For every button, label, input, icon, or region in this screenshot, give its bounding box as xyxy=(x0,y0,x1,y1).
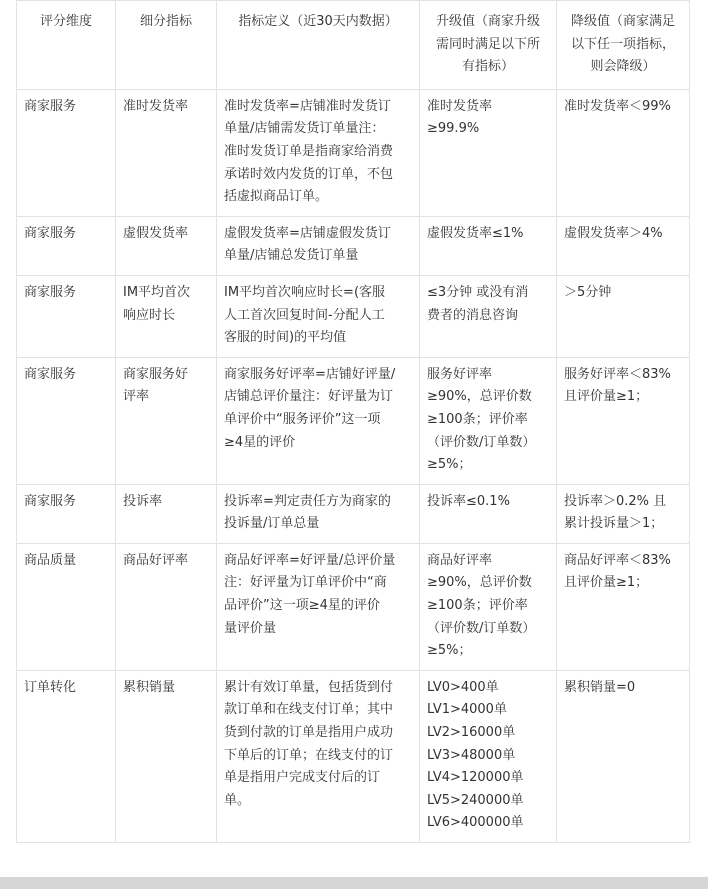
cell-definition-line: 款订单和在线支付订单；其中 xyxy=(224,702,394,718)
cell-definition xyxy=(217,275,420,357)
cell-definition-line: IM平均首次响应时长=(客服 xyxy=(224,284,386,300)
cell-downgrade xyxy=(557,484,690,543)
cell-dimension-line: 商品质量 xyxy=(24,552,77,568)
cell-dimension xyxy=(17,484,116,543)
table-header-row xyxy=(17,1,690,90)
cell-upgrade-line: 准时发货率 xyxy=(427,98,493,114)
cell-indicator xyxy=(116,484,217,543)
table-body xyxy=(17,89,690,842)
cell-dimension-line: 商家服务 xyxy=(24,98,77,114)
cell-downgrade-line: 投诉率＞0.2% 且 xyxy=(564,493,667,509)
cell-downgrade-line: 累积销量=0 xyxy=(564,679,636,695)
cell-upgrade-line: ≤3分钟 或没有消 xyxy=(427,284,529,300)
table-row xyxy=(17,484,690,543)
cell-indicator xyxy=(116,89,217,216)
cell-upgrade-line: （评价数/订单数） xyxy=(427,620,536,636)
cell-dimension-line: 商家服务 xyxy=(24,493,77,509)
table-row xyxy=(17,543,690,670)
cell-definition-line: 承诺时效内发货的订单，不包 xyxy=(224,166,394,182)
cell-indicator-line: 准时发货率 xyxy=(123,98,189,114)
cell-dimension xyxy=(17,357,116,484)
table-row xyxy=(17,89,690,216)
table-row xyxy=(17,357,690,484)
cell-indicator xyxy=(116,543,217,670)
cell-indicator-line: 投诉率 xyxy=(123,493,163,509)
header-dimension: 评分维度 xyxy=(17,1,116,90)
cell-definition xyxy=(217,357,420,484)
header-downgrade: 降级值（商家满足 以下任一项指标， 则会降级） xyxy=(557,1,690,90)
cell-upgrade-line: LV4>120000单 xyxy=(427,770,524,786)
cell-upgrade-line: LV2>16000单 xyxy=(427,725,516,741)
cell-downgrade-line: 虚假发货率＞4% xyxy=(564,225,663,241)
cell-upgrade-line: LV6>400000单 xyxy=(427,815,524,831)
cell-definition-line: 累计有效订单量，包括货到付 xyxy=(224,679,394,695)
cell-upgrade-line: 虚假发货率≤1% xyxy=(427,225,524,241)
cell-definition-line: 单量/店铺总发货订单量 xyxy=(224,248,359,264)
header-indicator: 细分指标 xyxy=(116,1,217,90)
cell-indicator xyxy=(116,216,217,275)
cell-definition-line: 准时发货率=店铺准时发货订 xyxy=(224,98,391,114)
cell-definition-line: 单是指用户完成支付后的订 xyxy=(224,770,381,786)
cell-dimension xyxy=(17,543,116,670)
cell-definition-line: 注：好评量为订单评价中“商 xyxy=(224,575,387,591)
cell-definition-line: 店铺总评价量注：好评量为订 xyxy=(224,389,394,405)
cell-upgrade-line: ≥100条；评价率 xyxy=(427,411,528,427)
header-definition: 指标定义（近30天内数据） xyxy=(217,1,420,90)
cell-indicator-line: 商品好评率 xyxy=(123,552,189,568)
cell-definition xyxy=(217,89,420,216)
cell-upgrade-line: ≥99.9% xyxy=(427,121,480,137)
cell-indicator-line: 响应时长 xyxy=(123,307,176,323)
cell-upgrade-line: LV3>48000单 xyxy=(427,747,516,763)
cell-dimension-line: 商家服务 xyxy=(24,284,77,300)
cell-upgrade-line: （评价数/订单数） xyxy=(427,434,536,450)
cell-upgrade-line: ≥5%； xyxy=(427,457,472,473)
cell-indicator-line: 评率 xyxy=(123,389,150,405)
cell-upgrade xyxy=(420,216,557,275)
cell-dimension-line: 订单转化 xyxy=(24,679,77,695)
cell-downgrade-line: 准时发货率＜99% xyxy=(564,98,671,114)
cell-dimension-line: 商家服务 xyxy=(24,225,77,241)
cell-downgrade xyxy=(557,357,690,484)
cell-dimension xyxy=(17,89,116,216)
cell-indicator-line: 累积销量 xyxy=(123,679,176,695)
cell-upgrade-line: 商品好评率 xyxy=(427,552,493,568)
cell-upgrade xyxy=(420,89,557,216)
cell-indicator-line: IM平均首次 xyxy=(123,284,191,300)
cell-definition-line: 虚假发货率=店铺虚假发货订 xyxy=(224,225,391,241)
cell-indicator xyxy=(116,275,217,357)
cell-upgrade-line: ≥90%，总评价数 xyxy=(427,389,532,405)
cell-indicator xyxy=(116,357,217,484)
cell-definition-line: 单。 xyxy=(224,792,251,808)
cell-downgrade-line: ＞5分钟 xyxy=(564,284,612,300)
cell-downgrade-line: 服务好评率＜83% xyxy=(564,366,671,382)
cell-dimension xyxy=(17,275,116,357)
cell-upgrade-line: 费者的消息咨询 xyxy=(427,307,519,323)
cell-definition xyxy=(217,670,420,842)
cell-dimension xyxy=(17,670,116,842)
cell-upgrade-line: 投诉率≤0.1% xyxy=(427,493,510,509)
cell-definition-line: 量评价量 xyxy=(224,620,277,636)
cell-upgrade-line: ≥90%，总评价数 xyxy=(427,575,532,591)
table-row xyxy=(17,275,690,357)
cell-definition xyxy=(217,216,420,275)
cell-definition-line: 商品好评率=好评量/总评价量 xyxy=(224,552,396,568)
cell-upgrade xyxy=(420,275,557,357)
cell-downgrade xyxy=(557,275,690,357)
cell-downgrade xyxy=(557,670,690,842)
cell-upgrade-line: 服务好评率 xyxy=(427,366,493,382)
cell-definition-line: 货到付款的订单是指用户成功 xyxy=(224,725,394,741)
cell-upgrade-line: LV1>4000单 xyxy=(427,702,507,718)
cell-upgrade-line: LV5>240000单 xyxy=(427,792,524,808)
cell-downgrade-line: 且评价量≥1； xyxy=(564,389,649,405)
cell-definition-line: 下单后的订单；在线支付的订 xyxy=(224,747,394,763)
cell-downgrade-line: 且评价量≥1； xyxy=(564,575,649,591)
cell-upgrade-line: ≥5%； xyxy=(427,643,472,659)
cell-definition-line: 括虚拟商品订单。 xyxy=(224,189,329,205)
table-row xyxy=(17,670,690,842)
cell-upgrade-line: ≥100条；评价率 xyxy=(427,598,528,614)
cell-definition xyxy=(217,543,420,670)
cell-upgrade xyxy=(420,670,557,842)
cell-downgrade xyxy=(557,216,690,275)
cell-definition-line: 单评价中“服务评价”这一项 xyxy=(224,411,381,427)
cell-upgrade-line: LV0>400单 xyxy=(427,679,499,695)
cell-downgrade xyxy=(557,543,690,670)
cell-definition-line: 人工首次回复时间-分配人工 xyxy=(224,307,385,323)
cell-definition-line: 客服的时间)的平均值 xyxy=(224,330,347,346)
cell-downgrade xyxy=(557,89,690,216)
cell-downgrade-line: 商品好评率＜83% xyxy=(564,552,671,568)
cell-definition-line: ≥4星的评价 xyxy=(224,434,296,450)
cell-indicator-line: 虚假发货率 xyxy=(123,225,189,241)
header-upgrade: 升级值（商家升级 需同时满足以下所 有指标） xyxy=(420,1,557,90)
cell-definition-line: 商家服务好评率=店铺好评量/ xyxy=(224,366,396,382)
cell-definition xyxy=(217,484,420,543)
cell-definition-line: 投诉量/订单总量 xyxy=(224,516,320,532)
cell-upgrade xyxy=(420,484,557,543)
table-row xyxy=(17,216,690,275)
rating-criteria-table xyxy=(16,0,690,843)
cell-definition-line: 品评价”这一项≥4星的评价 xyxy=(224,598,380,614)
cell-indicator xyxy=(116,670,217,842)
cell-definition-line: 准时发货订单是指商家给消费 xyxy=(224,143,394,159)
cell-indicator-line: 商家服务好 xyxy=(123,366,189,382)
cell-definition-line: 单量/店铺需发货订单量注： xyxy=(224,121,385,137)
horizontal-scrollbar[interactable] xyxy=(0,877,708,889)
cell-dimension-line: 商家服务 xyxy=(24,366,77,382)
cell-upgrade xyxy=(420,357,557,484)
cell-definition-line: 投诉率=判定责任方为商家的 xyxy=(224,493,391,509)
cell-downgrade-line: 累计投诉量＞1； xyxy=(564,516,664,532)
cell-upgrade xyxy=(420,543,557,670)
cell-dimension xyxy=(17,216,116,275)
